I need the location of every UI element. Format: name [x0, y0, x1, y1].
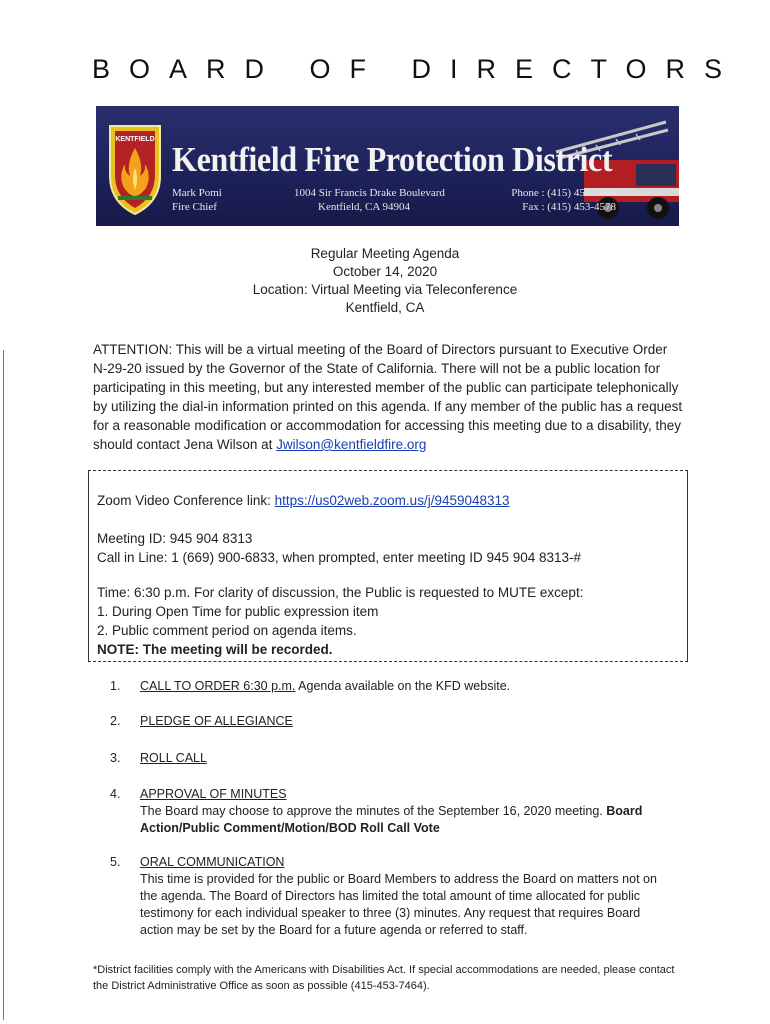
district-banner	[96, 106, 679, 226]
chief-block	[172, 186, 222, 214]
scan-margin-line	[3, 350, 4, 1020]
chief-name: Mark Pomi	[172, 187, 222, 199]
attention-notice	[93, 340, 683, 454]
mute-exception-2: 2. Public comment period on agenda items.	[97, 623, 357, 638]
agenda-item-number: 5.	[110, 855, 121, 869]
meeting-date: October 14, 2020	[332, 264, 438, 279]
agenda-item-number: 1.	[110, 679, 121, 693]
board-heading: BOARD OF DIRECTORS	[92, 54, 742, 84]
meeting-type: Regular Meeting Agenda	[310, 246, 460, 261]
meeting-info	[210, 245, 560, 317]
agenda-item-note: Agenda available on the KFD website.	[295, 679, 511, 693]
contact-email-link[interactable]: Jwilson@kentfieldfire.org	[276, 437, 427, 452]
meeting-location: Location: Virtual Meeting via Teleconference	[252, 282, 518, 297]
meeting-time: Time: 6:30 p.m. For clarity of discussion, the Public is requested to MUTE except:	[97, 585, 584, 600]
call-in-line: Call in Line: 1 (669) 900-6833, when prompted, enter meeting ID 945 904 8313-#	[97, 550, 582, 565]
phone-number: Phone : (415) 453-7464	[511, 187, 616, 199]
agenda-item-description: This time is provided for the public or Board Members to address the Board on matters not on the agenda. The Board of Directors has limited the total amount of time allocated for public testimony for each individual speaker to three (3) minutes. Any request that requires Board action may be set by the Board for a future agenda or referred to staff.	[140, 872, 657, 937]
meeting-id: Meeting ID: 945 904 8313	[97, 531, 253, 546]
agenda-item-description: The Board may choose to approve the minutes of the September 16, 2020 meeting.	[140, 804, 607, 818]
chief-title: Fire Chief	[172, 201, 217, 213]
attention-text: ATTENTION: This will be a virtual meeting of the Board of Directors pursuant to Executive Order N-29-20 issued by the Governor of the State of California. There will not be a public location for participating in this meeting, but any interested member of the public can participate telephonically by utilizing the dial-in information printed on this agenda. If any member of the public has a request for a reasonable modification or accommodation for accessing this meeting due to a disability, they should contact Jena Wilson at	[93, 342, 683, 452]
agenda-item-number: 3.	[110, 751, 121, 765]
district-name: Kentfield Fire Protection District	[172, 140, 613, 179]
zoom-link-label: Zoom Video Conference link:	[97, 493, 275, 508]
agenda-item-title: CALL TO ORDER 6:30 p.m.	[140, 679, 296, 693]
agenda-item-number: 2.	[110, 714, 121, 728]
address-block	[294, 186, 445, 214]
agenda-item-title: ORAL COMMUNICATION	[140, 855, 285, 869]
agenda-item-title: PLEDGE OF ALLEGIANCE	[140, 714, 293, 728]
zoom-info-box	[88, 470, 688, 662]
fire-district-badge-icon	[104, 118, 166, 218]
meeting-city: Kentfield, CA	[345, 300, 425, 315]
agenda-item-title: ROLL CALL	[140, 751, 207, 765]
zoom-link-row	[97, 491, 510, 510]
zoom-link[interactable]: https://us02web.zoom.us/j/9459048313	[274, 493, 510, 508]
agenda-item-action: Board Action/Public Comment/Motion/BOD Roll Call Vote	[140, 804, 643, 835]
address-line1: 1004 Sir Francis Drake Boulevard	[294, 187, 445, 199]
contact-block	[496, 186, 616, 214]
agenda-item-number: 4.	[110, 787, 121, 801]
mute-exception-1: 1. During Open Time for public expression item	[97, 604, 379, 619]
recording-note: NOTE: The meeting will be recorded.	[97, 642, 333, 657]
fax-number: Fax : (415) 453-4578	[522, 201, 616, 213]
ada-footnote: *District facilities comply with the Americans with Disabilities Act. If special accommodations are needed, please contact the District Administrative Office as soon as possible (415-453-7464).	[93, 964, 675, 992]
agenda-item-title: APPROVAL OF MINUTES	[140, 787, 287, 801]
address-line2: Kentfield, CA 94904	[318, 201, 410, 213]
badge-text: KENTFIELD	[115, 136, 155, 143]
